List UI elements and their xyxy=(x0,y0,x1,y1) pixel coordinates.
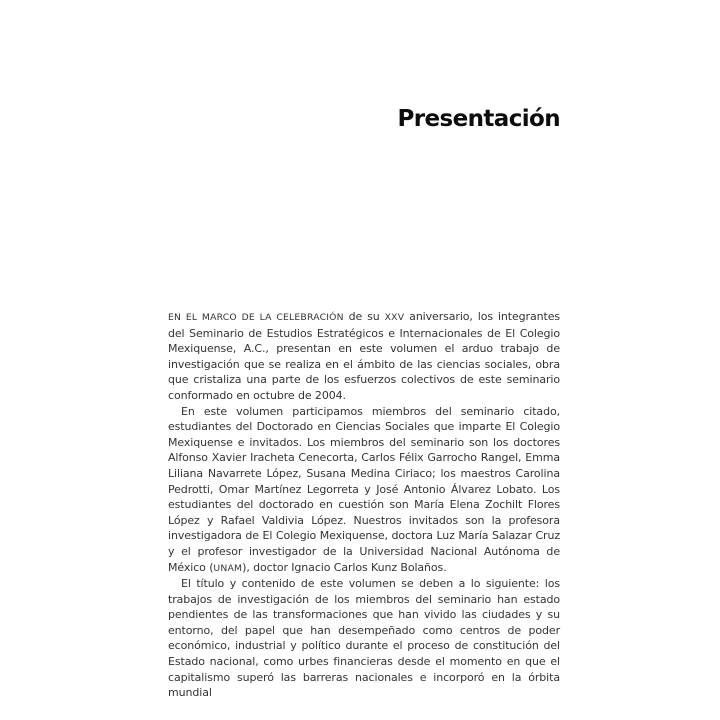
body-text xyxy=(168,309,560,701)
smallcaps-text: UNAM xyxy=(213,562,243,574)
page-title: Presentación xyxy=(397,106,560,133)
body-paragraph: En este volumen participamos miembros del seminario citado, estudiantes del Doctorado en Ciencias Sociales que imparte El Colegio Mexiquense e invitados. Los miembros del seminario son los doctores Alfonso Xavier Iracheta Cenecorta, Carlos Félix Garrocho Rangel, Emma Liliana Navarrete López, Susana Medina Ciriaco; los maestros Carolina Pedrotti, Omar Martínez Legorreta y José Antonio Álvarez Lobato. Los estudiantes del doctorado en cuestión son María Elena Zochilt Flores López y Rafael Valdivia López. Nuestros invitados son la profesora investigadora de El Colegio Mexiquense, doctora Luz María Salazar Cruz y el profesor investigador de la Universidad Nacional Autónoma de México (UNAM), doctor Ignacio Carlos Kunz Bolaños. xyxy=(168,404,560,574)
smallcaps-text: EN EL MARCO DE LA CELEBRACIÓN xyxy=(168,312,344,323)
smallcaps-text: XXV xyxy=(384,312,405,323)
body-paragraph: EN EL MARCO DE LA CELEBRACIÓN de su XXV aniversario, los integrantes del Seminario de Estudios Estratégicos e Internacionales de El Colegio Mexiquense, A.C., presentan en este volumen el arduo trabajo de investigación que se realiza en el ámbito de las ciencias sociales, obra que cristaliza una parte de los esfuerzos colectivos de este seminario conformado en octubre de 2004. xyxy=(168,310,560,402)
body-paragraph: El título y contenido de este volumen se deben a lo siguiente: los trabajos de investigación de los miembros del seminario han estado pendientes de las transformaciones que han vivido las ciudades y su entorno, del papel que han desempeñado como centros de poder económico, industrial y político durante el proceso de constitución del Estado nacional, como urbes financieras desde el momento en que el capitalismo superó las barreras nacionales e incorporó en la órbita mundial xyxy=(168,577,560,700)
